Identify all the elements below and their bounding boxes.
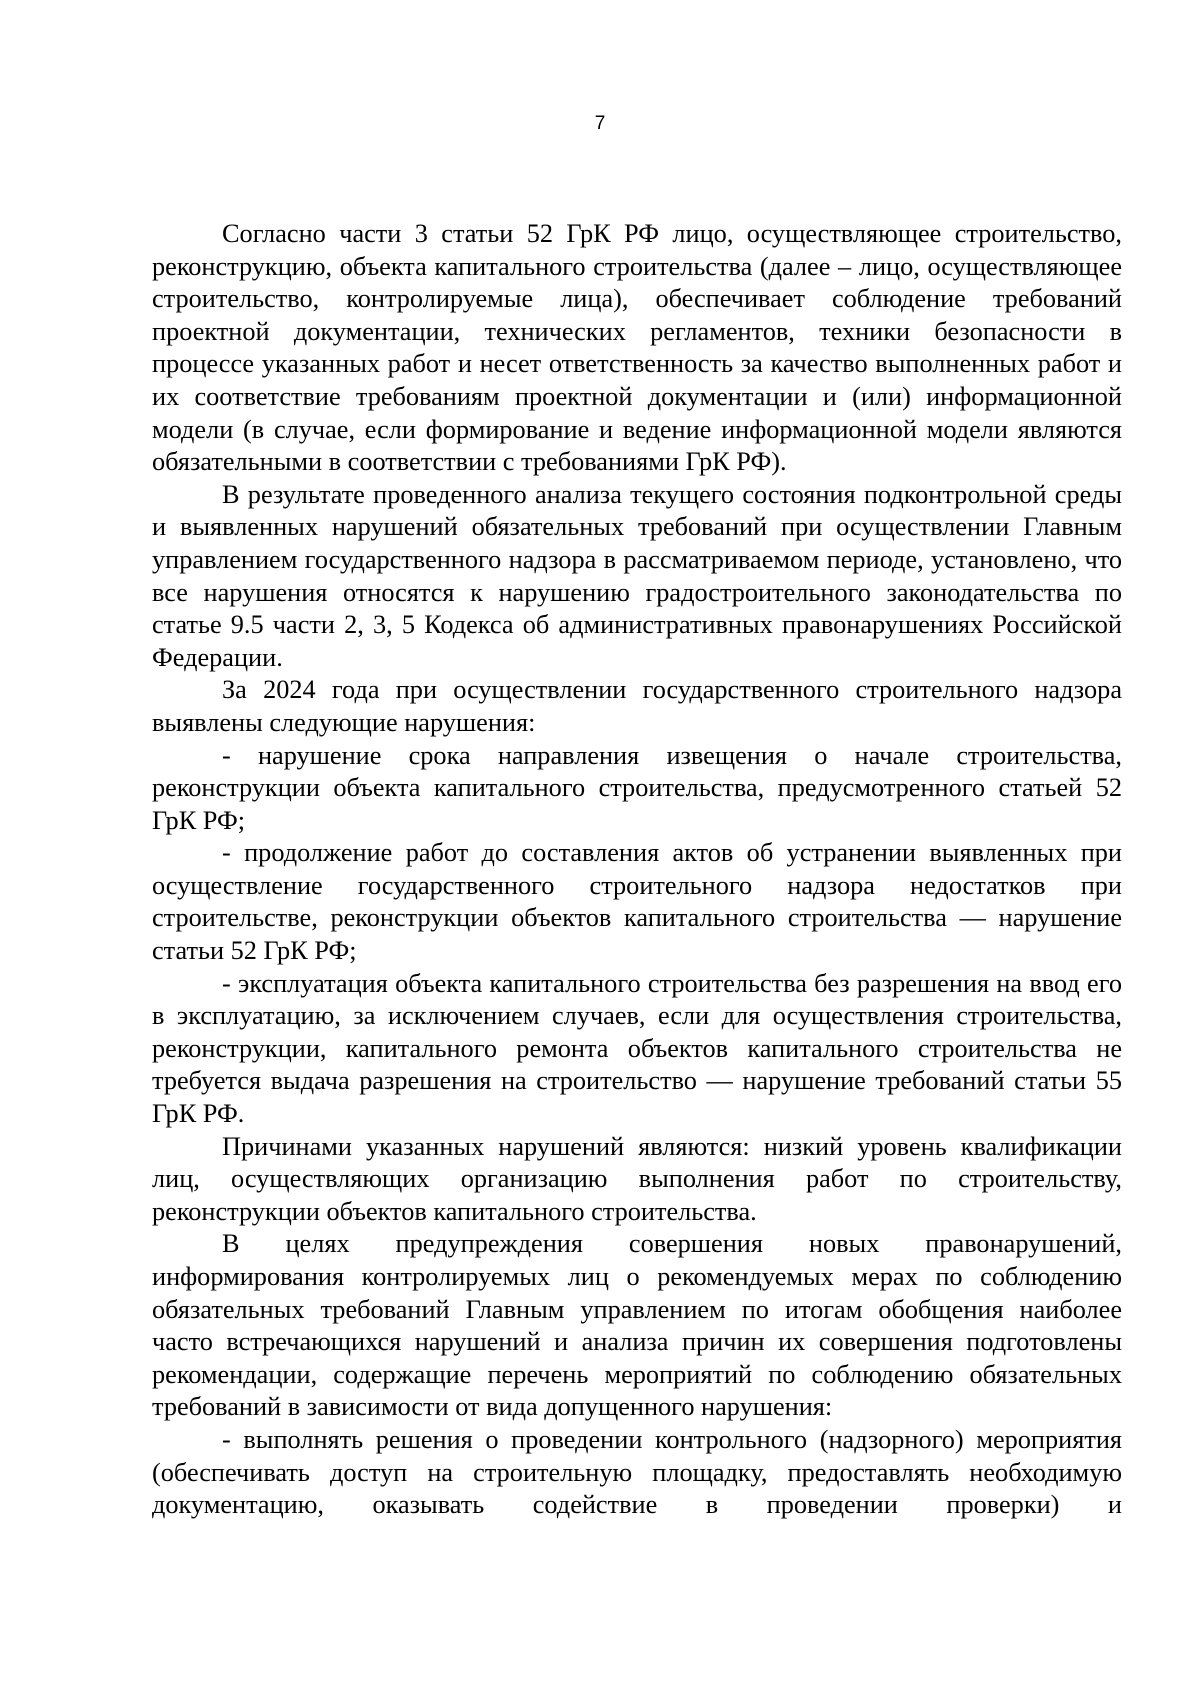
- list-item-comply-decisions: - выполнять решения о проведении контрольного (надзорного) мероприятия (обеспечивать доступ на строительную площадку, предоставлять необходимую документацию, оказывать содействие в проведении проверки) и: [152, 1424, 1122, 1520]
- list-item-operation-without-permit: - эксплуатация объекта капитального строительства без разрешения на ввод его в эксплуатацию, за исключением случаев, если для осуществления строительства, реконструкции, капитального ремонта объектов капитального строительства не требуется выдача разрешения на строительство — нарушение требований статьи 55 ГрК РФ.: [152, 968, 1122, 1129]
- list-item-continued-works: - продолжение работ до составления актов об устранении выявленных при осуществление государственного строительного надзора недостатков при строительстве, реконструкции объектов капитального строительства — нарушение статьи 52 ГрК РФ;: [152, 838, 1122, 966]
- list-item-notice-deadline: - нарушение срока направления извещения о начале строительства, реконструкции объекта капитального строительства, предусмотренного статьей 52 ГрК РФ;: [152, 740, 1122, 835]
- paragraph-recommendations: В целях предупреждения совершения новых правонарушений, информирования контролируемых лиц о рекомендуемых мерах по соблюдению обязательных требований Главным управлением по итогам обобщения наиболее часто встречающихся нарушений и анализа причин их совершения подготовлены рекомендации, содержащие перечень мероприятий по соблюдению обязательных требований в зависимости от вида допущенного нарушения:: [152, 1229, 1122, 1422]
- document-body: [152, 218, 1122, 1522]
- page-number: 7: [594, 113, 606, 134]
- paragraph-violations-intro: За 2024 года при осуществлении государственного строительного надзора выявлены следующие нарушения:: [152, 675, 1122, 737]
- paragraph-analysis-result: В результате проведенного анализа текущего состояния подконтрольной среды и выявленных нарушений обязательных требований при осуществлении Главным управлением государственного надзора в рассматриваемом периоде, установлено, что все нарушения относятся к нарушению градостроительного законодательства по статье 9.5 части 2, 3, 5 Кодекса об административных правонарушениях Российской Федерации.: [152, 479, 1122, 672]
- paragraph-causes: Причинами указанных нарушений являются: низкий уровень квалификации лиц, осуществляющих организацию выполнения работ по строительству, реконструкции объектов капитального строительства.: [152, 1131, 1122, 1226]
- paragraph-article-52: Согласно части 3 статьи 52 ГрК РФ лицо, осуществляющее строительство, реконструкцию, объекта капитального строительства (далее – лицо, осуществляющее строительство, контролируемые лица), обеспечивает соблюдение требований проектной документации, технических регламентов, техники безопасности в процессе указанных работ и несет ответственность за качество выполненных работ и их соответствие требованиям проектной документации и (или) информационной модели (в случае, если формирование и ведение информационной модели являются обязательными в соответствии с требованиями ГрК РФ).: [152, 219, 1122, 477]
